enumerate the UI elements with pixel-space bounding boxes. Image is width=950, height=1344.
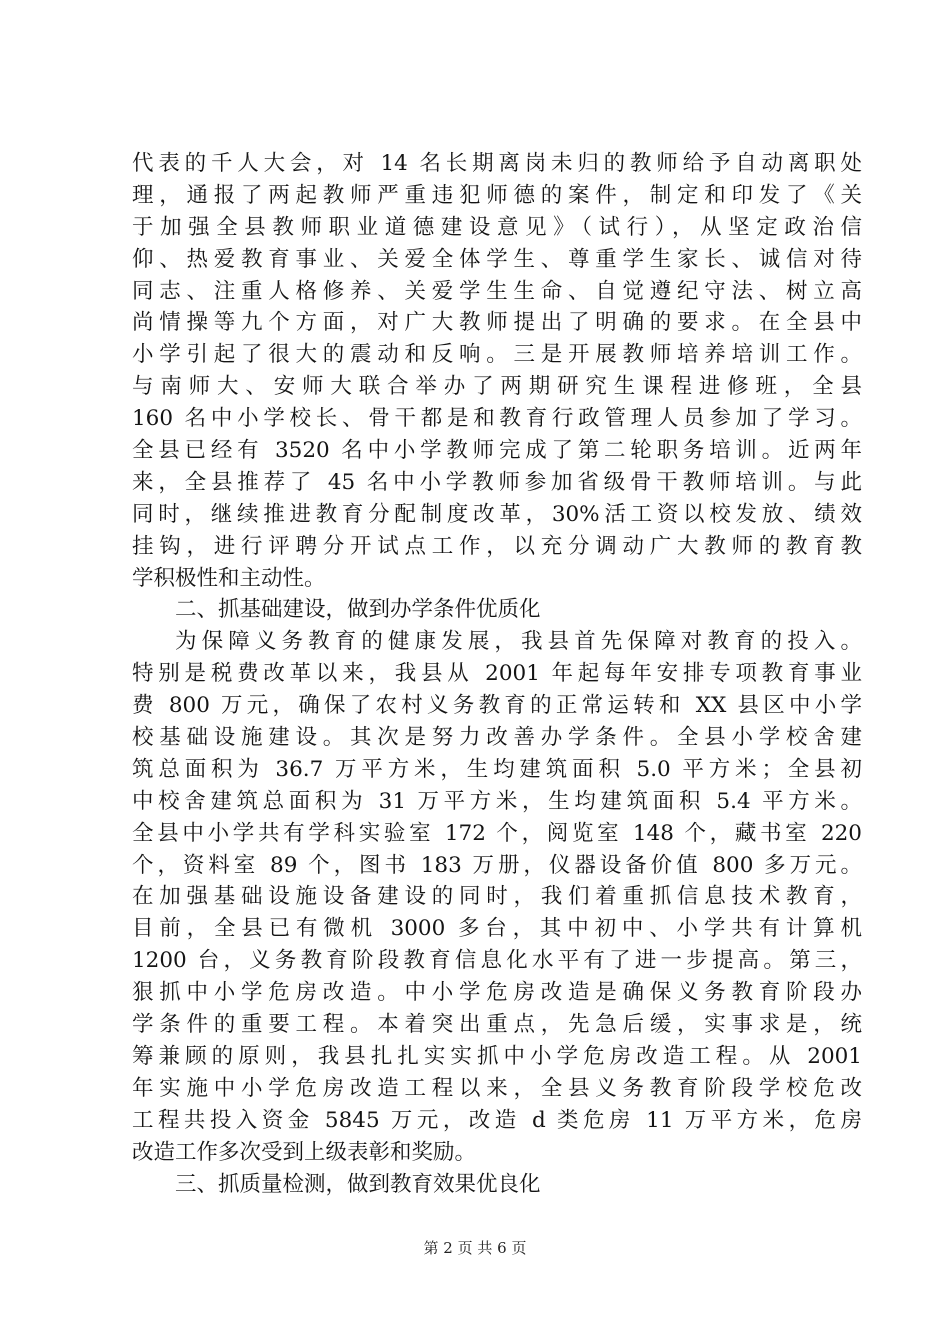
- text-line: 代表的千人大会，对 14 名长期离岗未归的教师给予自动离职处: [132, 151, 862, 176]
- text-line: 160 名中小学校长、骨干都是和教育行政管理人员参加了学习。: [132, 406, 862, 432]
- text-line: 与南师大、安师大联合举办了两期研究生课程进修班，全县: [132, 374, 862, 400]
- text-line: 为保障义务教育的健康发展，我县首先保障对教育的投入。: [175, 629, 862, 655]
- text-line: 在加强基础设施设备建设的同时，我们着重抓信息技术教育，: [132, 884, 862, 910]
- text-line: 筑总面积为 36.7 万平方米，生均建筑面积 5.0 平方米；全县初: [132, 756, 862, 782]
- text-line: 仰、热爱教育事业、关爱全体学生、尊重学生家长、诚信对待: [132, 246, 862, 272]
- text-line: 筹兼顾的原则，我县扎扎实实抓中小学危房改造工程。从 2001: [132, 1043, 862, 1069]
- text-line: 同志、注重人格修养、关爱学生生命、自觉遵纪守法、树立高: [132, 278, 862, 304]
- section-heading-text: 二、抓基础建设，做到办学条件优质化: [175, 597, 541, 623]
- section-heading-text: 三、抓质量检测，做到教育效果优良化: [175, 1171, 541, 1197]
- document-body: [132, 148, 862, 1200]
- text-line: 小学引起了很大的震动和反响。三是开展教师培养培训工作。: [132, 342, 862, 368]
- text-line: 费 800 万元，确保了农村义务教育的正常运转和 XX 县区中小学: [132, 693, 862, 719]
- text-line: 来，全县推荐了 45 名中小学教师参加省级骨干教师培训。与此: [132, 469, 862, 495]
- paragraph-teacher-ethics: [132, 148, 862, 594]
- text-line: 理，通报了两起教师严重违犯师德的案件，制定和印发了《关: [132, 182, 862, 208]
- text-line: 于加强全县教师职业道德建设意见》（试行），从坚定政治信: [132, 214, 862, 240]
- paragraph-infrastructure: [132, 626, 862, 1168]
- page-number-footer: 第 2 页 共 6 页: [423, 1239, 527, 1257]
- text-line: 1200 台，义务教育阶段教育信息化水平有了进一步提高。第三，: [132, 948, 862, 974]
- text-line: 中校舍建筑总面积为 31 万平方米，生均建筑面积 5.4 平方米。: [132, 788, 862, 814]
- text-line: 特别是税费改革以来，我县从 2001 年起每年安排专项教育事业: [132, 661, 862, 687]
- text-line: 同时，继续推进教育分配制度改革，30%活工资以校发放、绩效: [132, 501, 862, 527]
- text-line: 个，资料室 89 个，图书 183 万册，仪器设备价值 800 多万元。: [132, 852, 862, 878]
- text-line: 狠抓中小学危房改造。中小学危房改造是确保义务教育阶段办: [132, 980, 862, 1006]
- text-line: 学积极性和主动性。: [132, 565, 326, 591]
- text-line: 年实施中小学危房改造工程以来，全县义务教育阶段学校危改: [132, 1075, 862, 1101]
- text-line: 尚情操等九个方面，对广大教师提出了明确的要求。在全县中: [132, 310, 862, 336]
- text-line: 挂钩，进行评聘分开试点工作，以充分调动广大教师的教育教: [132, 533, 862, 559]
- section-heading-3: [132, 1169, 862, 1201]
- text-line: 学条件的重要工程。本着突出重点，先急后缓，实事求是，统: [132, 1012, 862, 1038]
- text-line: 全县中小学共有学科实验室 172 个，阅览室 148 个，藏书室 220: [132, 820, 862, 846]
- text-line: 改造工作多次受到上级表彰和奖励。: [132, 1139, 477, 1165]
- text-line: 校基础设施建设。其次是努力改善办学条件。全县小学校舍建: [132, 725, 862, 751]
- text-line: 工程共投入资金 5845 万元，改造 d 类危房 11 万平方米，危房: [132, 1107, 862, 1133]
- section-heading-2: [132, 594, 862, 626]
- text-line: 全县已经有 3520 名中小学教师完成了第二轮职务培训。近两年: [132, 438, 862, 464]
- text-line: 目前，全县已有微机 3000 多台，其中初中、小学共有计算机: [132, 916, 862, 942]
